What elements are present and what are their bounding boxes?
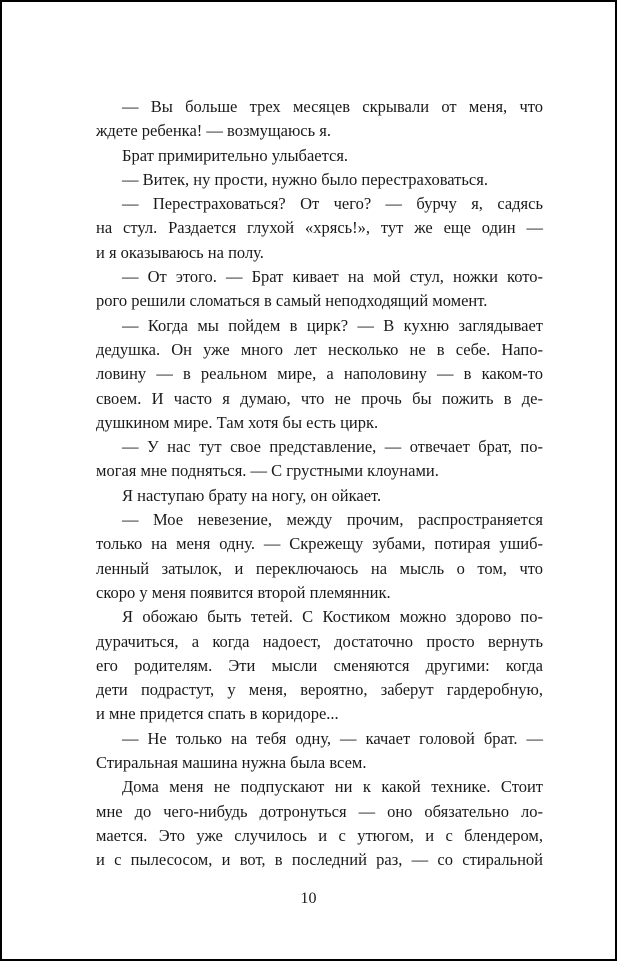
text-line: и мне придется спать в коридоре... — [96, 704, 339, 724]
paragraph — [96, 144, 543, 168]
page-number: 10 — [300, 890, 317, 907]
paragraph — [96, 508, 543, 605]
text-line: — Не только на тебя одну, — качает головой брат. — — [122, 728, 543, 748]
paragraph — [96, 314, 543, 435]
text-line: — Перестраховаться? От чего? — бурчу я, садясь — [122, 194, 543, 214]
paragraph — [96, 727, 543, 776]
paragraph — [96, 605, 543, 726]
paragraph — [96, 168, 543, 192]
text-line: своем. И часто я думаю, что не прочь бы пожить в де- — [96, 388, 543, 408]
text-line: — Витек, ну прости, нужно было перестраховаться. — [122, 169, 488, 189]
text-line: дети подрастут, у меня, вероятно, заберут гардеробную, — [96, 680, 543, 700]
text-line: рого решили сломаться в самый неподходящий момент. — [96, 291, 488, 311]
text-line: — У нас тут свое представление, — отвечает брат, по- — [122, 437, 543, 457]
text-line: ждете ребенка! — возмущаюсь я. — [96, 121, 331, 141]
text-line: скоро у меня появится второй племянник. — [96, 582, 391, 602]
text-line: его родителям. Эти мысли сменяются другими: когда — [96, 655, 543, 675]
paragraph — [96, 265, 543, 314]
paragraph — [96, 192, 543, 265]
text-line: ловину — в реальном мире, а наполовину — в каком-то — [96, 364, 543, 384]
text-line: Стиральная машина нужна была всем. — [96, 753, 367, 773]
text-line: Дома меня не подпускают ни к какой технике. Стоит — [122, 777, 543, 797]
paragraph — [96, 95, 543, 144]
text-line: на стул. Раздается глухой «хрясь!», тут же еще один — — [96, 218, 543, 238]
paragraph — [96, 484, 543, 508]
text-line: душкином мире. Там хотя бы есть цирк. — [96, 412, 379, 432]
text-line: — Вы больше трех месяцев скрывали от меня, что — [122, 97, 543, 116]
text-line: могая мне подняться. — С грустными клоунами. — [96, 461, 439, 481]
text-line: только на меня одну. — Скрежещу зубами, потирая ушиб- — [96, 534, 543, 554]
text-line: и я оказываюсь на полу. — [96, 242, 264, 262]
text-line: Брат примирительно улыбается. — [122, 145, 349, 165]
text-line: мне до чего-нибудь дотронуться — оно обязательно ло- — [96, 801, 543, 821]
text-line: — Мое невезение, между прочим, распространяется — [122, 510, 543, 530]
text-line: Я наступаю брату на ногу, он ойкает. — [122, 485, 382, 505]
paragraph — [96, 775, 543, 872]
text-line: и с пылесосом, и вот, в последний раз, — со стиральной — [96, 850, 543, 870]
text-line: Я обожаю быть тетей. С Костиком можно здорово по- — [122, 607, 543, 627]
paragraph — [96, 435, 543, 484]
text-line: мается. Это уже случилось и с утюгом, и с блендером, — [96, 825, 543, 845]
text-line: ленный затылок, и переключаюсь на мысль о том, что — [96, 558, 543, 578]
body-text — [96, 95, 543, 873]
text-line: дурачиться, а когда надоест, достаточно просто вернуть — [96, 631, 543, 651]
text-line: дедушка. Он уже много лет несколько не в себе. Напо- — [96, 339, 543, 359]
text-line: — От этого. — Брат кивает на мой стул, ножки кото- — [122, 267, 543, 287]
text-line: — Когда мы пойдем в цирк? — В кухню заглядывает — [122, 315, 543, 335]
